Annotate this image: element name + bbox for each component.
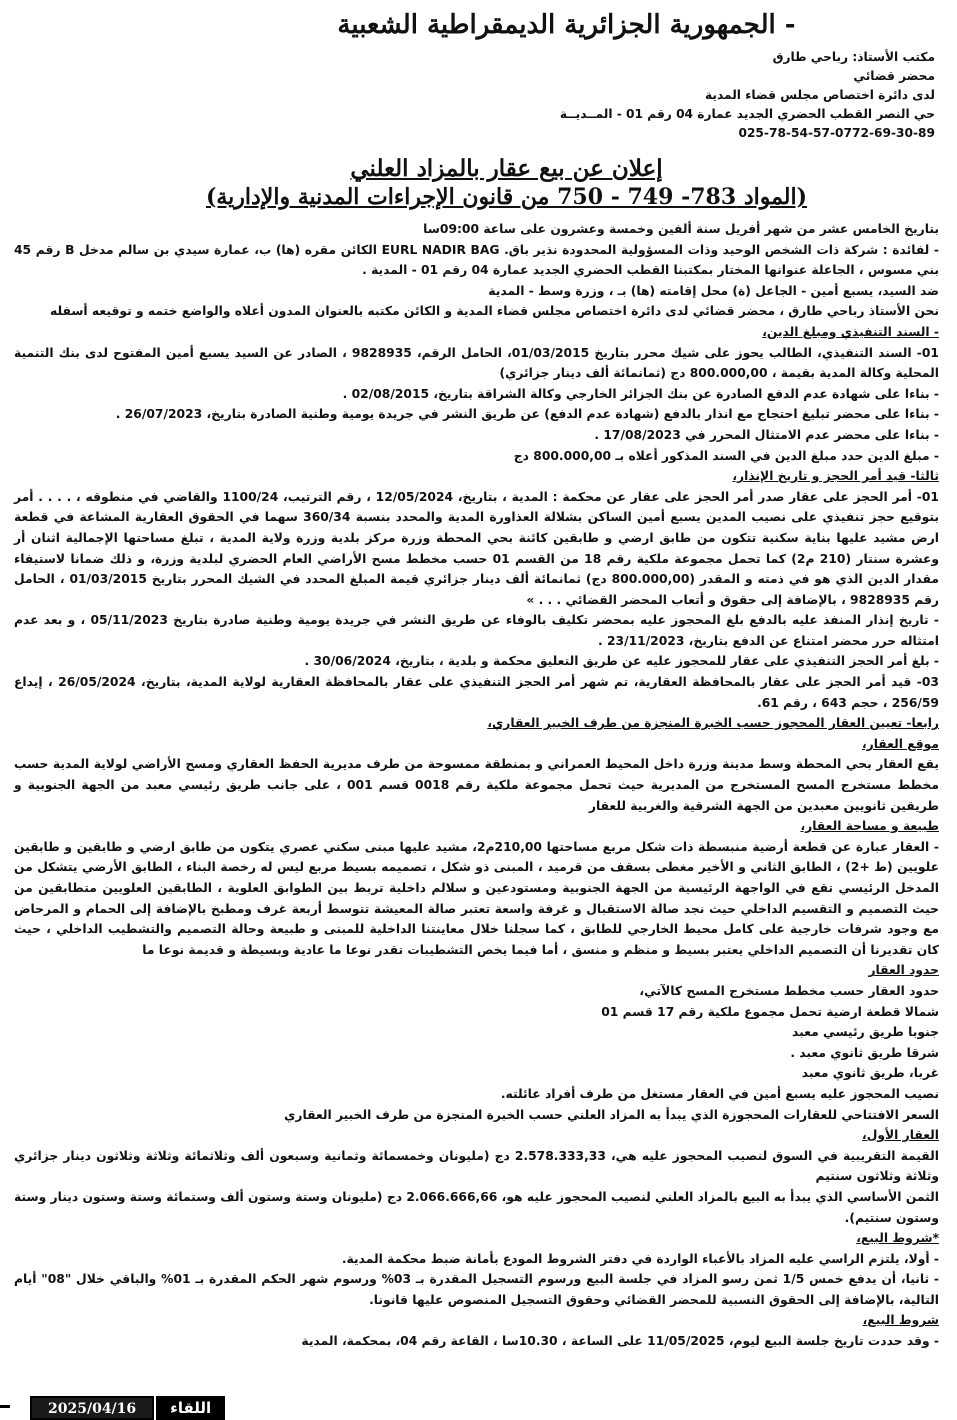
- office-phones: 025-78-54-57-0772-69-30-89: [738, 126, 935, 140]
- announcement-body: [14, 219, 939, 1352]
- document-page: [14, 10, 939, 1405]
- publication-date: 2025/04/16: [30, 1396, 154, 1420]
- section-heading: ثالثا- قيد أمر الحجز و تاريخ الإنذار،: [732, 469, 939, 484]
- bailiff-office-block: [14, 48, 939, 143]
- paragraph-warning-date: - تاريخ إنذار المنفذ عليه بالدفع بلغ المحجوز عليه بمحضر تكليف بالوفاء عن طريق النشر في جريدة يومية وطنية صادرة بتاريخ 05/11/2023 ، و بعد عدم امتثاله حرر محضر امتناع عن الدفع بتاريخ، 23/11/2023 .: [14, 613, 939, 648]
- section-heading: رابعا- تعيين العقار المحجوز حسب الخبرة المنجزة من طرف الخبير العقاري،: [487, 716, 939, 731]
- paragraph-registration: 03- قيد أمر الحجز على عقار بالمحافظة العقارية، تم شهر أمر الحجز التنفيذي على عقار بالمحافظة العقارية لولاية المدية، بتاريخ، 26/05/2024 ، إيداع 256/59 ، حجم 643 ، رقم 61.: [14, 675, 939, 710]
- paragraph-nonpayment-cert: - بناءا على شهادة عدم الدفع الصادرة عن بنك الجزائر الخارجي وكالة الشراقة بتاريخ، 02/08/2015 .: [342, 386, 939, 401]
- paragraph-share: نصيب المحجوز عليه يسبع أمين في العقار مستغل من طرف أفراد عائلته.: [500, 1086, 939, 1101]
- announcement-subtitle: (المواد 783- 749 - 750 من قانون الإجراءات المدنية والإدارية): [205, 184, 808, 210]
- paragraph-description: - العقار عبارة عن قطعة أرضية منبسطة ذات شكل مربع مساحتها 210,00م2، مشيد عليها مبنى سكني عصري يتكون من طابق ارضي و طابقين و طابقين علويين (ط +2) ، الطابق الثاني و الأخير مغطى بسقف من قرميد ، المبنى ذو شكل ، تصميمه بسيط مربع ليس له رخصة البناء ، الطابق الأرضي يتشكل من المدخل الرئيسي تقع في الواجهة الرئيسية من الجهة الجنوبية ومستودعين و سلالم داخلية تربط بين الطوابق العلوية ، الطابقين العلويين متطابقين من حيث التصميم و التقسيم الداخلي حيث نجد صالة الاستقبال و غرفة واسعة تعتبر صالة المعيشة تتوسط أربعة غرف ومطبخ بالإضافة إلى الحمام و المرحاض مع وجود شرفات خارجية على كامل محيط الخارجي للطابق ، كما سجلنا خلال معاينتنا الداخلية للمبنى و طبيعة وحالة التصميم والتشطيب الداخلي ، حيث كان تقديرنا أن التصميم الداخلي يعتبر بسيط و منظم و منسق ، أما فيما يخص التشطيبات تقدر نوعا ما عادية وبسيطة و قديمة نوعا ما: [14, 839, 939, 957]
- boundary-west: غربا، طريق ثانوي معبد: [801, 1066, 939, 1081]
- republic-title: - الجمهورية الجزائرية الديمقراطية الشعبية: [337, 10, 796, 40]
- section-heading: حدود العقار: [868, 963, 939, 978]
- condition-first: - أولا، يلتزم الراسي عليه المزاد بالأعباء الواردة في دفتر الشروط المودع بأمانة ضبط محكمة المدية.: [341, 1251, 939, 1266]
- paragraph-protest: - بناءا على محضر تبليغ احتجاج مع انذار بالدفع (شهادة عدم الدفع) عن طريق النشر في جريدة يومية وطنية الصادرة بتاريخ، 26/07/2023 .: [115, 407, 939, 422]
- office-role: محضر قضائي: [853, 69, 935, 83]
- office-name: مكتب الأستاذ: رباحي طارق: [772, 50, 935, 64]
- paragraph-seizure-order: 01- أمر الحجز على عقار صدر أمر الحجز على عقار عن محكمة : المدية ، بتاريخ، 12/05/2024 ، رقم الترتيب، 1100/24 والقاضي في منطوقه ، . . . . أمر بتوقيع حجز تنفيذي على نصيب المدين يسبع أمين الساكن بشلالة العذاورة المدية والمحدد بنسبة 360/34 سهما في الحقوق العقارية المشاعة في قطعة ارض مشيد عليها بناية سكنية تتكون من طابق ارضي و طابقين كائنة بحي المحطة وزرة مركز بلدية وزرة ولاية المدية ، تبلغ مساحتها الإجمالية اثنان أر وعشرة سنتار (210 م2) كما تحمل مجموعة ملكية رقم 18 من القسم 01 حسب مخطط مسح الأراضي العام الحضري لبلدية وزرة، و ذلك ضمانا لاستيفاء مقدار الدين الذي هو في ذمته و المقدر (800.000,00 دج) ثمانمائة ألف دينار جزائري قيمة المبلغ المحدد في الشيك المحرر بتاريخ 01/03/2015 ، الحامل رقم 9828935 ، بالإضافة إلى حقوق و أتعاب المحضر القضائي . . . »: [14, 489, 940, 607]
- paragraph-location: يقع العقار بحي المحطة وسط مدينة وزرة داخل المحيط العمراني و بمنطقة ممسوحة من طرف مديرية الحفظ العقاري ومسح الأراضي لولاية المدية حسب مخطط مستخرج المسح المستخرج من المديرية حيث تحمل مجموعة ملكية رقم 0018 قسم 001 ، على جانب طريق رئيسي معبد من الجهة الجنوبية و طريقين ثانويين معبدين من الجهة الشرقية والغربية للعقار: [14, 757, 939, 813]
- section-heading: موقع العقار،: [861, 736, 939, 751]
- section-heading: *شروط البيع،: [856, 1231, 939, 1246]
- paragraph-beneficiary: - لفائدة : شركة ذات الشخص الوحيد وذات المسؤولية المحدودة نذير باق. EURL NADIR BAG الكائن مقره (ها) ب، عمارة سيدي بن سالم مدخل B رقم 45 بني مسوس ، الجاعلة عنوانها المختار بمكتبنا القطب الحضري الجديد عمارة 04 رقم 01 - المدية .: [14, 242, 939, 278]
- footer-rule: [0, 1405, 10, 1408]
- footer-bar: [30, 1396, 225, 1420]
- paragraph-bailiff: نحن الأستاذ رباحي طارق ، محضر قضائي لدى دائرة اختصاص مجلس قضاء المدية و الكائن مكتبه بالعنوان المدون أعلاه والواضع ختمه و توقيعه أسفله: [50, 304, 939, 319]
- boundary-south: جنوبا طريق رئيسي معبد: [792, 1025, 939, 1040]
- paragraph-notification: - بلغ أمر الحجز التنفيذي على عقار للمحجوز عليه عن طريق التعليق محكمة و بلدية ، بتاريخ، 30/06/2024 .: [304, 654, 939, 669]
- section-heading: شروط البيع،: [862, 1313, 939, 1328]
- paragraph-debt-amount: - مبلغ الدين حدد مبلغ الدين في السند المذكور أعلاه بـ 800.000,00 دج: [513, 448, 939, 463]
- paragraph-market-value: القيمة التقريبية في السوق لنصيب المحجوز عليه هي، 2.578.333,33 دج (مليونان وخمسمائة وثمانية وسبعون ألف وثلاثمائة وثلاثة وثلاثون دينار جزائري وثلاثة وثلاثون سنتيم: [14, 1148, 939, 1184]
- office-address: حي النصر القطب الحضري الجديد عمارة 04 رقم 01 - المــديــة: [559, 107, 935, 121]
- office-jurisdiction: لدى دائرة اختصاص مجلس قضاء المدية: [705, 88, 935, 102]
- boundary-north: شمالا قطعة ارضية تحمل مجموع ملكية رقم 17 قسم 01: [601, 1004, 939, 1019]
- paragraph-base-price: الثمن الأساسي الذي يبدأ به البيع بالمزاد العلني لنصيب المحجوز عليه هو، 2.066.666,66 دج (مليونان وستة وستون ألف وستمائة وستة وستون دينار وستة وستون سنتيم).: [14, 1189, 939, 1225]
- newspaper-name: اللقاء: [156, 1396, 225, 1420]
- paragraph-opening-price: السعر الافتتاحي للعقارات المحجوزة الذي يبدأ به المزاد العلني حسب الخبرة المنجزة من طرف الخبير العقاري: [284, 1107, 939, 1122]
- condition-second: - ثانيا، أن يدفع خمس 1/5 ثمن رسو المزاد في جلسة البيع ورسوم التسجيل المقدرة بـ 03% ورسوم شهر الحكم المقدرة بـ 01% والباقي خلال "08" أيام التالية، بالإضافة إلى الحقوق النسبية للمحضر القضائي وحقوق التسجيل المنصوص عليها قانونا.: [14, 1272, 939, 1307]
- paragraph-session-date: - وقد حددت تاريخ جلسة البيع ليوم، 11/05/2025 على الساعة ، 10.30سا ، القاعة رقم 04، بمحكمة، المدية: [301, 1334, 939, 1349]
- boundary-east: شرقا طريق ثانوي معبد .: [790, 1045, 939, 1060]
- paragraph-executive-title: 01- السند التنفيذي، الطالب يحوز على شيك محرر بتاريخ 01/03/2015، الحامل الرقم، 9828935 ، الصادر عن السيد يسبع أمين المفتوح لدى بنك التنمية المحلية وكالة المدية بقيمة ، 800.000,00 دج (ثمانمائة ألف دينار جزائري): [14, 345, 939, 381]
- section-heading: طبيعة و مساحة العقار،: [800, 819, 939, 834]
- paragraph-against: ضد السيد، يسبع أمين - الجاعل (ة) محل إقامته (ها) بـ ، وزرة وسط - المدية: [488, 283, 939, 298]
- paragraph-noncompliance: - بناءا على محضر عدم الامتثال المحرر في 17/08/2023 .: [594, 427, 939, 442]
- paragraph-date: بتاريخ الخامس عشر من شهر أفريل سنة ألفين وخمسة وعشرون على ساعة 09:00سا: [423, 222, 939, 236]
- section-heading: - السند التنفيذي ومبلغ الدين،: [762, 324, 939, 339]
- paragraph-boundaries-intro: حدود العقار حسب مخطط مستخرج المسح كالآتي،: [639, 983, 939, 998]
- section-heading: العقار الأول،: [862, 1128, 939, 1143]
- announcement-title: إعلان عن بيع عقار بالمزاد العلني: [350, 155, 663, 182]
